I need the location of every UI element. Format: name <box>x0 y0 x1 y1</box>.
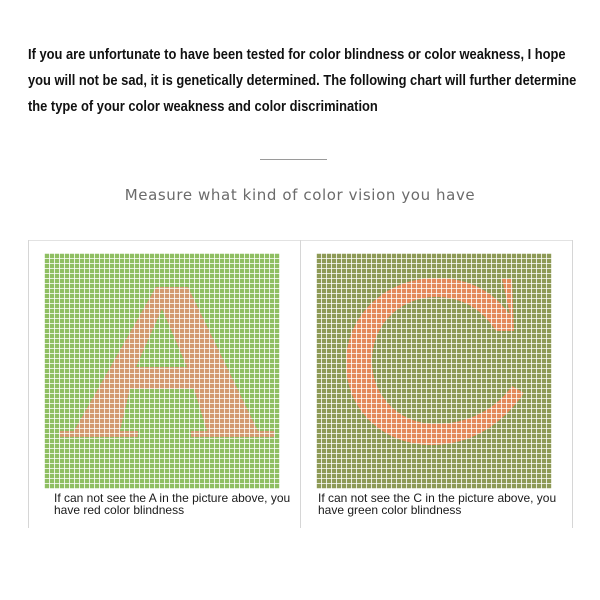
plate-c-graphic <box>316 253 552 489</box>
panel-right-border <box>572 240 573 528</box>
intro-headline: If you are unfortunate to have been tested for color blindness or color weakness, I hope you will not be sad, it is genetically determined. The following chart will further determine the type of your color weakness and color discrimination <box>28 46 577 115</box>
section-divider <box>260 159 327 160</box>
color-test-plate-a <box>44 253 280 489</box>
color-test-plate-c <box>316 253 552 489</box>
section-subtitle: Measure what kind of color vision you have <box>124 186 476 204</box>
plate-a-graphic <box>44 253 280 489</box>
plate-a-grid-overlay <box>44 253 280 489</box>
plate-c-grid-overlay <box>316 253 552 489</box>
plate-a-caption: If can not see the A in the picture above, you have red color blindness <box>54 491 291 517</box>
panel-middle-border <box>300 240 301 528</box>
plate-c-caption: If can not see the C in the picture above, you have green color blindness <box>318 491 557 517</box>
panel-left-border <box>28 240 29 528</box>
